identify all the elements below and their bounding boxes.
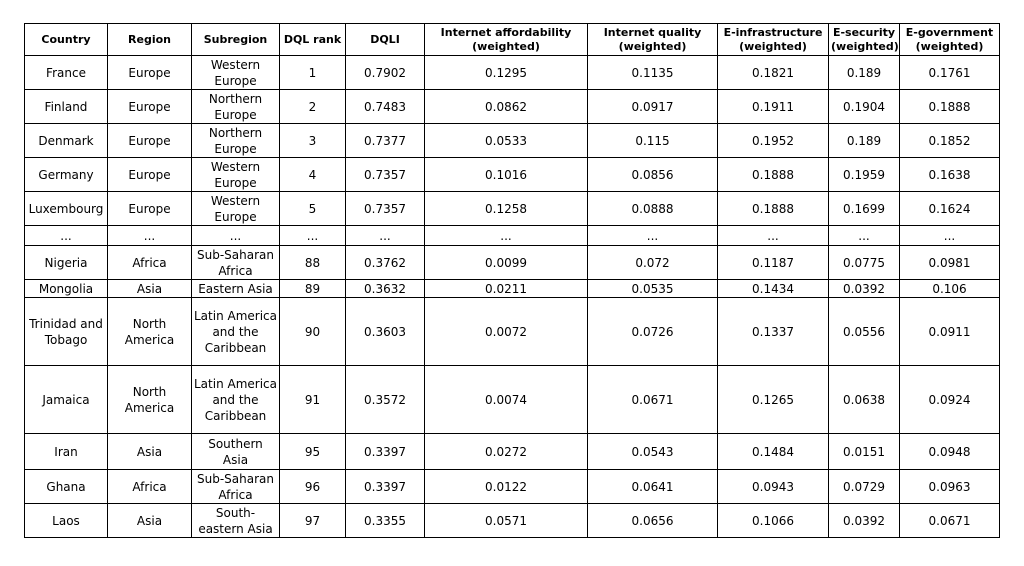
cell-e-security: 0.0392	[829, 504, 900, 538]
cell-internet-quality: 0.0888	[588, 192, 718, 226]
cell-region: North America	[108, 366, 192, 434]
cell-ellipsis: ...	[829, 226, 900, 246]
cell-e-infrastructure: 0.0943	[718, 470, 829, 504]
cell-internet-affordability: 0.1295	[425, 56, 588, 90]
cell-e-security: 0.1699	[829, 192, 900, 226]
table-row	[25, 434, 1000, 470]
table-row	[25, 298, 1000, 366]
cell-internet-affordability: 0.0072	[425, 298, 588, 366]
cell-ellipsis: ...	[588, 226, 718, 246]
cell-e-infrastructure: 0.1888	[718, 192, 829, 226]
cell-internet-affordability: 0.1016	[425, 158, 588, 192]
cell-e-security: 0.0556	[829, 298, 900, 366]
cell-region: Europe	[108, 90, 192, 124]
cell-subregion: Western Europe	[192, 158, 280, 192]
cell-region: Asia	[108, 434, 192, 470]
cell-e-security: 0.1959	[829, 158, 900, 192]
cell-e-infrastructure: 0.1187	[718, 246, 829, 280]
cell-dqli: 0.7357	[346, 192, 425, 226]
cell-dqli: 0.3762	[346, 246, 425, 280]
cell-dqli: 0.3355	[346, 504, 425, 538]
cell-dqli: 0.3632	[346, 280, 425, 298]
cell-internet-quality: 0.0641	[588, 470, 718, 504]
cell-country: Ghana	[25, 470, 108, 504]
header-country: Country	[25, 24, 108, 56]
cell-internet-affordability: 0.0122	[425, 470, 588, 504]
cell-region: Africa	[108, 246, 192, 280]
cell-internet-quality: 0.0917	[588, 90, 718, 124]
table-row	[25, 246, 1000, 280]
cell-subregion: Western Europe	[192, 192, 280, 226]
cell-internet-quality: 0.0671	[588, 366, 718, 434]
cell-e-government: 0.0963	[900, 470, 1000, 504]
cell-e-infrastructure: 0.1888	[718, 158, 829, 192]
header-dql-rank: DQL rank	[280, 24, 346, 56]
cell-country: Trinidad and Tobago	[25, 298, 108, 366]
cell-subregion: Latin America and the Caribbean	[192, 366, 280, 434]
cell-dqli: 0.3572	[346, 366, 425, 434]
cell-e-government: 0.1852	[900, 124, 1000, 158]
table-row	[25, 124, 1000, 158]
cell-dql-rank: 97	[280, 504, 346, 538]
cell-country: Mongolia	[25, 280, 108, 298]
cell-country: Jamaica	[25, 366, 108, 434]
cell-dql-rank: 91	[280, 366, 346, 434]
cell-e-infrastructure: 0.1434	[718, 280, 829, 298]
cell-country: Nigeria	[25, 246, 108, 280]
cell-region: Europe	[108, 192, 192, 226]
cell-subregion: South-eastern Asia	[192, 504, 280, 538]
cell-e-government: 0.1638	[900, 158, 1000, 192]
table-row	[25, 470, 1000, 504]
cell-dql-rank: 88	[280, 246, 346, 280]
table-row	[25, 158, 1000, 192]
table-row	[25, 56, 1000, 90]
cell-e-infrastructure: 0.1484	[718, 434, 829, 470]
cell-e-government: 0.0981	[900, 246, 1000, 280]
cell-internet-quality: 0.0856	[588, 158, 718, 192]
cell-country: Denmark	[25, 124, 108, 158]
cell-ellipsis: ...	[192, 226, 280, 246]
cell-internet-quality: 0.115	[588, 124, 718, 158]
cell-e-security: 0.189	[829, 56, 900, 90]
cell-region: Asia	[108, 504, 192, 538]
table-row	[25, 504, 1000, 538]
header-dqli: DQLI	[346, 24, 425, 56]
cell-e-security: 0.0638	[829, 366, 900, 434]
cell-dql-rank: 96	[280, 470, 346, 504]
cell-country: Germany	[25, 158, 108, 192]
cell-subregion: Eastern Asia	[192, 280, 280, 298]
cell-ellipsis: ...	[718, 226, 829, 246]
cell-dqli: 0.7377	[346, 124, 425, 158]
header-e-government: E-government (weighted)	[900, 24, 1000, 56]
cell-e-infrastructure: 0.1821	[718, 56, 829, 90]
cell-subregion: Western Europe	[192, 56, 280, 90]
header-row	[25, 24, 1000, 56]
cell-subregion: Southern Asia	[192, 434, 280, 470]
cell-internet-affordability: 0.0272	[425, 434, 588, 470]
header-internet-quality: Internet quality (weighted)	[588, 24, 718, 56]
header-internet-affordability: Internet affordability (weighted)	[425, 24, 588, 56]
cell-ellipsis: ...	[346, 226, 425, 246]
cell-internet-affordability: 0.1258	[425, 192, 588, 226]
cell-region: Africa	[108, 470, 192, 504]
cell-dql-rank: 2	[280, 90, 346, 124]
cell-country: Luxembourg	[25, 192, 108, 226]
cell-internet-quality: 0.0656	[588, 504, 718, 538]
cell-internet-affordability: 0.0862	[425, 90, 588, 124]
cell-region: Europe	[108, 124, 192, 158]
cell-country: Laos	[25, 504, 108, 538]
cell-internet-quality: 0.0535	[588, 280, 718, 298]
header-e-security: E-security (weighted)	[829, 24, 900, 56]
cell-e-government: 0.0924	[900, 366, 1000, 434]
cell-internet-affordability: 0.0074	[425, 366, 588, 434]
cell-region: North America	[108, 298, 192, 366]
cell-ellipsis: ...	[280, 226, 346, 246]
cell-dql-rank: 1	[280, 56, 346, 90]
cell-country: France	[25, 56, 108, 90]
cell-dql-rank: 95	[280, 434, 346, 470]
table-row	[25, 366, 1000, 434]
cell-internet-quality: 0.1135	[588, 56, 718, 90]
cell-subregion: Northern Europe	[192, 90, 280, 124]
cell-dqli: 0.3603	[346, 298, 425, 366]
cell-e-security: 0.0775	[829, 246, 900, 280]
cell-dqli: 0.3397	[346, 470, 425, 504]
cell-ellipsis: ...	[108, 226, 192, 246]
table-row	[25, 192, 1000, 226]
ellipsis-row	[25, 226, 1000, 246]
dql-table	[24, 23, 1000, 538]
cell-e-government: 0.106	[900, 280, 1000, 298]
cell-e-government: 0.1888	[900, 90, 1000, 124]
cell-ellipsis: ...	[425, 226, 588, 246]
cell-ellipsis: ...	[25, 226, 108, 246]
cell-dql-rank: 3	[280, 124, 346, 158]
cell-region: Europe	[108, 56, 192, 90]
cell-e-government: 0.1624	[900, 192, 1000, 226]
cell-subregion: Northern Europe	[192, 124, 280, 158]
cell-e-security: 0.1904	[829, 90, 900, 124]
cell-internet-affordability: 0.0533	[425, 124, 588, 158]
header-region: Region	[108, 24, 192, 56]
cell-dqli: 0.7902	[346, 56, 425, 90]
header-e-infrastructure: E-infrastructure (weighted)	[718, 24, 829, 56]
cell-internet-affordability: 0.0211	[425, 280, 588, 298]
cell-dql-rank: 90	[280, 298, 346, 366]
cell-dqli: 0.7483	[346, 90, 425, 124]
cell-e-security: 0.0729	[829, 470, 900, 504]
cell-internet-affordability: 0.0099	[425, 246, 588, 280]
cell-internet-quality: 0.0543	[588, 434, 718, 470]
table-row	[25, 90, 1000, 124]
cell-region: Asia	[108, 280, 192, 298]
cell-subregion: Sub-Saharan Africa	[192, 246, 280, 280]
cell-country: Iran	[25, 434, 108, 470]
cell-country: Finland	[25, 90, 108, 124]
cell-e-government: 0.0948	[900, 434, 1000, 470]
cell-e-security: 0.0151	[829, 434, 900, 470]
cell-e-government: 0.1761	[900, 56, 1000, 90]
cell-e-government: 0.0911	[900, 298, 1000, 366]
cell-region: Europe	[108, 158, 192, 192]
cell-dql-rank: 4	[280, 158, 346, 192]
cell-e-security: 0.0392	[829, 280, 900, 298]
cell-e-infrastructure: 0.1066	[718, 504, 829, 538]
cell-e-infrastructure: 0.1265	[718, 366, 829, 434]
cell-dqli: 0.3397	[346, 434, 425, 470]
cell-dql-rank: 89	[280, 280, 346, 298]
cell-e-infrastructure: 0.1911	[718, 90, 829, 124]
header-subregion: Subregion	[192, 24, 280, 56]
cell-internet-affordability: 0.0571	[425, 504, 588, 538]
cell-e-infrastructure: 0.1952	[718, 124, 829, 158]
table-row	[25, 280, 1000, 298]
cell-dql-rank: 5	[280, 192, 346, 226]
cell-internet-quality: 0.072	[588, 246, 718, 280]
cell-e-security: 0.189	[829, 124, 900, 158]
cell-subregion: Latin America and the Caribbean	[192, 298, 280, 366]
cell-dqli: 0.7357	[346, 158, 425, 192]
cell-ellipsis: ...	[900, 226, 1000, 246]
cell-e-government: 0.0671	[900, 504, 1000, 538]
cell-internet-quality: 0.0726	[588, 298, 718, 366]
cell-subregion: Sub-Saharan Africa	[192, 470, 280, 504]
cell-e-infrastructure: 0.1337	[718, 298, 829, 366]
